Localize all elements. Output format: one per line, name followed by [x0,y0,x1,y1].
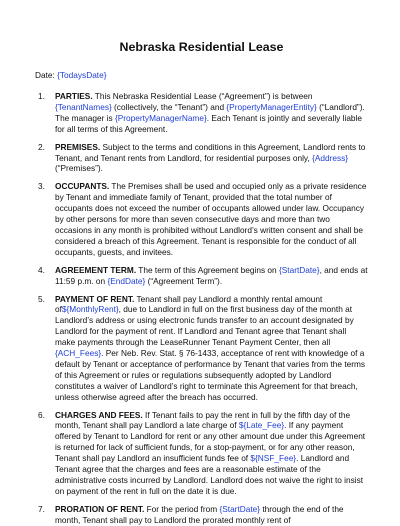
clause-number: 1. [38,91,45,101]
clause-text: . Each Tenant is jointly and severally liable for all terms of this Agreement. [55,112,363,134]
clause-heading: PARTIES. [55,91,93,101]
clause-body [55,294,365,402]
clause-body [55,410,365,496]
template-placeholder: ${Late_Fee} [238,420,285,431]
clause-list [35,91,368,526]
clause-text: (“Premises”). [55,163,103,174]
clause-number: 3. [38,181,45,192]
clause-body [55,265,368,286]
clause-text: (“Landlord”). The manager is [55,101,365,123]
template-placeholder: ${MonthlyRent} [61,304,119,315]
clause-text: , due to Landlord in full on the first business day of the month at Landlord’s address or using electronic funds transfer to an account designated by Landlord for the payment of rent. If Landlord and Tenant agree that Tenant shall make payments through the LeaseRunner Tenant Payment Center, then all [55,304,354,348]
clause-item [35,504,368,526]
clause-number: 7. [38,503,45,514]
template-placeholder: {TenantNames} [55,101,112,112]
clause-item [35,265,368,287]
template-placeholder: {PropertyManagerEntity} [226,101,317,112]
clause-item [35,181,368,257]
document-title: Nebraska Residential Lease [119,40,284,54]
template-placeholder: ${NSF_Fee} [250,453,297,464]
clause-text: This Nebraska Residential Lease (“Agreement”) is between [92,91,313,101]
clause-number: 4. [38,264,45,275]
clause-number: 6. [38,409,45,420]
template-placeholder: {Address} [312,152,349,163]
clause-heading: OCCUPANTS. [55,181,110,192]
clause-heading: PREMISES. [55,141,101,152]
clause-text: The Premises shall be used and occupied only as a private residence by Tenant and immediate family of Tenant, provided that the total number of occupants does not exceed the number of occupants allowed under law. Occupancy by other persons for more than seven consecutive days and more than two occasions in any month is prohibited without Landlord’s written consent and shall be considered a breach of this Agreement. Tenant is responsible for the conduct of all occupants, guests, and invitees. [55,181,367,257]
clause-number: 2. [38,141,45,152]
clause-text: Tenant shall pay Landlord a monthly rental amount of [55,293,323,315]
clause-heading: PAYMENT OF RENT. [55,293,135,304]
date-placeholder: {TodaysDate} [57,70,107,80]
clause-body [55,504,344,525]
template-placeholder: {EndDate} [107,275,146,286]
clause-text: , and ends at 11:59 p.m. on [55,264,368,286]
template-placeholder: {PropertyManagerName} [114,112,207,123]
clause-text: If Tenant fails to pay the rent in full by the fifth day of the month, Tenant shall pay Landlord a late charge of [55,409,351,431]
clause-text: (collectively, the “Tenant”) and [111,101,227,112]
date-label: Date: [35,70,58,80]
clause-body [55,181,366,256]
date-line [35,70,368,81]
clause-text: The term of this Agreement begins on [136,264,279,275]
clause-body [55,142,365,174]
clause-text: . Per Neb. Rev. Stat. § 76-1433, acceptance of rent with knowledge of a default by Tenant or acceptance of performance by Tenant that varies from the terms of this Agreement or rules or regulations subsequently adopted by Landlord constitutes a waiver of Landlord’s right to terminate this Agreement for that breach, unless otherwise agreed after the breach has occurred. [55,348,366,402]
clause-number: 5. [38,293,45,304]
template-placeholder: {ACH_Fees} [55,348,102,359]
clause-item [35,91,368,135]
clause-text: . Landlord and Tenant agree that the charges and fees are a reasonable estimate of the administrative costs incurred by Landlord. Landlord does not waive the right to insist on payment of the rent in full on the date it is due. [55,453,364,496]
template-placeholder: {StartDate} [219,503,261,514]
clause-text: through the end of the month, Tenant shall pay to Landlord the prorated monthly rent of [55,503,344,525]
template-placeholder: {StartDate} [278,264,320,275]
clause-heading: CHARGES AND FEES. [55,409,143,420]
clause-text: (“Agreement Term”). [145,275,223,286]
clause-heading: AGREEMENT TERM. [55,264,137,275]
clause-item [35,294,368,403]
clause-text: . If any payment offered by Tenant to Landlord for rent or any other amount due under this Agreement is returned for lack of sufficient funds, for a stop-payment, or for any other reason, Tenant shall pay Landlord an insufficient funds fee of [55,420,366,464]
clause-body [55,91,365,134]
clause-text: Subject to the terms and conditions in this Agreement, Landlord rents to Tenant, and Tenant rents from Landlord, for residential purposes only, [55,141,366,163]
clause-text: For the period from [144,503,220,514]
clause-heading: PRORATION OF RENT. [55,503,145,514]
clause-item [35,142,368,175]
clause-item [35,410,368,497]
